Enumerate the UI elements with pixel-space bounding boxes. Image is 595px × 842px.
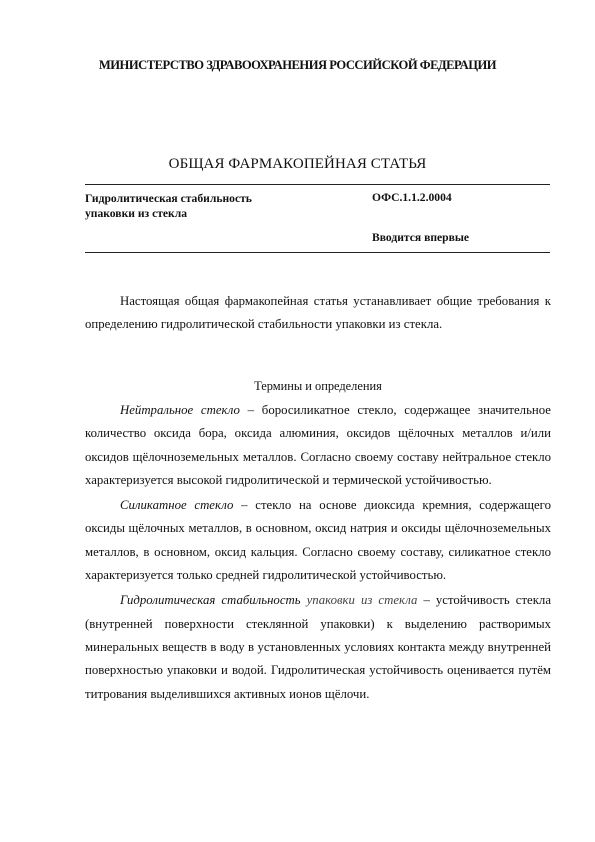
intro-section [85, 290, 551, 337]
definition-term: Силикатное стекло [120, 498, 234, 513]
definition-paragraph [85, 494, 551, 587]
introduced-note: Вводится впервые [372, 231, 470, 244]
definition-term: Нейтральное стекло [120, 403, 240, 417]
definition-text: – устойчивость стекла (внутренней поверхности стеклянной упаковки) к выделению растворимых минеральных веществ в воду в установленных условиях контакта между внутренней поверхностью упаковки и водой. Гидролитическая устойчивость оценивается путём титрования выделившихся активных ионов щёлочи. [85, 593, 551, 701]
document-type-title: ОБЩАЯ ФАРМАКОПЕЙНАЯ СТАТЬЯ [168, 156, 427, 172]
article-title-line-2: упаковки из стекла [85, 207, 188, 220]
definition-paragraph [85, 399, 551, 492]
article-title-line-1: Гидролитическая стабильность [85, 192, 252, 205]
header-bottom-rule [85, 252, 550, 253]
article-title-block [85, 191, 325, 221]
intro-paragraph: Настоящая общая фармакопейная статья устанавливает общие требования к определению гидролитической стабильности упаковки из стекла. [85, 294, 551, 332]
header-top-rule [85, 184, 550, 185]
article-code: ОФС.1.1.2.0004 [372, 191, 452, 204]
section-heading: Термины и определения [254, 379, 382, 393]
definition-paragraph [85, 589, 551, 705]
definition-term-extra: упаковки из стекла [300, 593, 418, 608]
definition-term: Гидролитическая стабильность [120, 593, 301, 608]
definition-text: – стекло на основе диоксида кремния, содержащего оксиды щёлочных металлов, в основном, оксид натрия и оксиды щёлочноземельных металлов, в основном, оксид кальция. Согласно своему составу, силикатное стекло характеризуется только средней гидролитической устойчивостью. [85, 498, 551, 583]
definitions-section [85, 374, 551, 706]
ministry-heading: МИНИСТЕРСТВО ЗДРАВООХРАНЕНИЯ РОССИЙСКОЙ ФЕДЕРАЦИИ [98, 58, 497, 72]
definition-text: – боросиликатное стекло, содержащее значительное количество оксида бора, оксида алюминия, оксидов щёлочных металлов и/или оксидов щёлочноземельных металлов. Согласно своему составу нейтральное стекло характеризуется высокой гидролитической и термической устойчивостью. [85, 403, 551, 487]
